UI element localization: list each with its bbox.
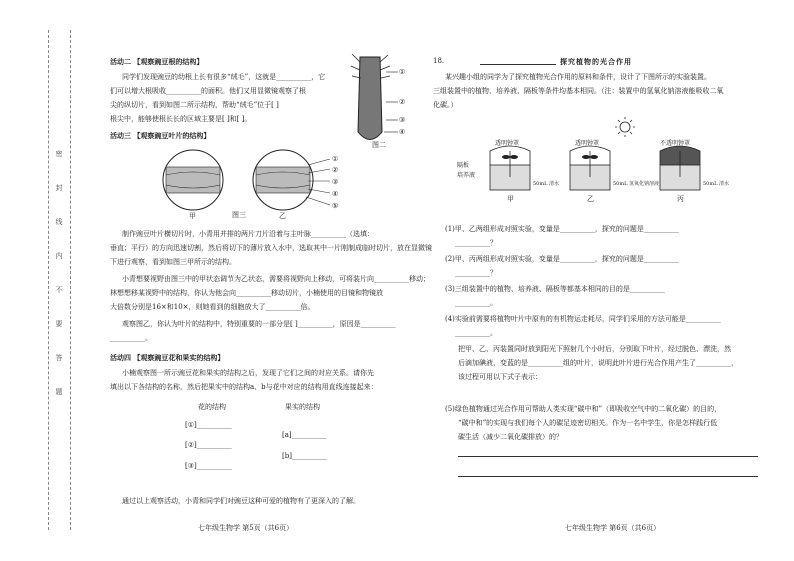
activity4-line-1: 小楠观察图一所示豌豆花和果实的结构之后，发现了它们之间的对应关系。请你先 <box>122 369 374 377</box>
setup-bing-name: 丙 <box>677 195 684 203</box>
binding-side-char: 不 <box>55 286 63 295</box>
fig3-mark-4: ④ <box>332 190 339 198</box>
setup-bing-liquid: 50mL 清水 <box>703 181 730 187</box>
activity2-line-3: 尖的纵切片，看到如图二所示结构，帮助“绒毛”位于[ ] <box>110 101 279 109</box>
question-4-line-1: (4)实验前需要将植物叶片中原有的有机物运走耗尽，同学们采用的方法可能是__________ <box>445 315 721 323</box>
fig3-mark-1: ① <box>332 155 339 163</box>
activity3-line-3: 下进行观察，看到如图三甲所示的结构。 <box>110 258 236 266</box>
question-1-line-1: (1)甲、乙两组形成对照实验，变量是__________，探究的问题是__________ <box>445 225 679 233</box>
setup-side-medium: 培养液 <box>457 172 476 179</box>
fig3-sub-yi: 乙 <box>279 212 286 220</box>
question-3-line-1: (3)三组装置中的植物、培养液、隔板等都基本相同的目的是__________ <box>445 285 665 293</box>
intro-line-1: 某兴趣小组的同学为了探究植物光合作用的原料和条件，设计了下图所示的实验装置。 <box>445 73 711 81</box>
question-5-line-3: 碳生活（减少二氧化碳排放）的？ <box>458 433 563 441</box>
fig3-mark-2: ② <box>332 166 339 174</box>
question-5-line-1: (5)绿色植物通过光合作用可帮助人类实现“碳中和”（即吸收空气中的二氧化碳）的目的， <box>445 405 722 413</box>
setup-jia-cover: 透明钟罩 <box>495 140 520 147</box>
flower-item-3: [③]__________ <box>185 462 232 470</box>
question-4-line-4: 后滴加碘液，变蓝的是__________组的叶片，说明此叶片进行光合作用产生了__________， <box>458 359 738 367</box>
binding-side-char: 答 <box>55 354 63 363</box>
binding-side-char: 密 <box>55 150 63 159</box>
binding-side-char: 题 <box>55 388 63 397</box>
fig2-mark-2: ② <box>399 98 406 106</box>
title-underline <box>480 64 556 65</box>
activity4-title: 活动四 【观察豌豆花和果实的结构】 <box>110 353 225 362</box>
activity3-line-6: 大倍数分别是16×和10×，则她看到的细胞放大了__________倍。 <box>110 303 315 311</box>
fig2-label: 图二 <box>372 141 386 149</box>
flower-item-1: [①]__________ <box>185 421 232 429</box>
setup-bing-cover: 不透明钟罩 <box>660 140 691 147</box>
activity2-title: 活动二 【观察豌豆根的结构】 <box>110 57 204 66</box>
setup-jia-name: 甲 <box>507 195 514 203</box>
activity3-line-2: 垂直；平行）的方向迅速切割，然后将切下的薄片放入水中，选取其中一片刚制成临时切片，放在显微镜 <box>110 244 432 252</box>
activity2-line-1: 同学们发现豌豆的幼根上长有很多“绒毛”，这就是__________，它 <box>122 73 326 81</box>
experiment-setup-figure <box>455 115 745 210</box>
activity4-closing: 通过以上观察活动，小青和同学们对豌豆这种可爱的植物有了更深入的了解。 <box>122 497 360 505</box>
fruit-structure-heading: 果实的结构 <box>285 403 320 411</box>
binding-line <box>48 30 49 530</box>
setup-bing <box>660 146 700 190</box>
fig3-mark-3: ③ <box>332 178 339 186</box>
question-4-line-2: __________。 <box>455 329 497 337</box>
activity2-line-4: 根尖中，能够使根长长的区域主要是[ ]和[ ]。 <box>110 115 252 123</box>
flower-item-2: [②]__________ <box>185 441 232 449</box>
setup-yi-cover: 透明钟罩 <box>575 140 600 147</box>
sun-icon <box>615 117 635 137</box>
question-5-line-2: “碳中和”的实现与我们每个人的碳足迹密切相关。作为一名中学生，你是怎样践行低 <box>458 419 718 427</box>
answer-line-1 <box>458 456 758 457</box>
question-2-line-2: __________？ <box>455 269 497 277</box>
fig3-sub-jia: 甲 <box>189 212 196 220</box>
activity3-title: 活动三 【观察豌豆叶片的结构】 <box>110 131 211 140</box>
intro-line-3: 化碳。） <box>433 101 458 109</box>
activity3-line-1: 制作豌豆叶片横切片时，小青用并排的两片刀片沿着与主叶脉__________（选填： <box>122 230 374 238</box>
page5-footer: 七年级生物学 第5页（共6页） <box>198 524 294 532</box>
fruit-item-b: [b]__________ <box>282 452 327 460</box>
binding-line-inner <box>70 30 71 530</box>
fig3-mark-5: ⑤ <box>332 202 339 210</box>
activity3-line-8: __________。 <box>110 334 152 342</box>
setup-jia-liquid: 50mL 清水 <box>533 181 560 187</box>
setup-yi <box>570 146 610 190</box>
intro-line-2: 三组装置中的植物、培养液、隔板等条件均基本相同。（注：装置中的氢氧化钠溶液能吸收二氧 <box>433 87 724 95</box>
activity3-line-7: 观察图乙，你认为叶片的结构中，特别重要的一部分是[ ]__________，原因是__________ <box>122 320 396 328</box>
binding-side-char: 线 <box>55 218 63 227</box>
activity3-line-5: 林想想移某视野中的结构，你认为他会向__________移动切片，小楠使用的目镜和物镜放 <box>110 289 383 297</box>
setup-side-partition: 隔板 <box>457 162 470 169</box>
activity3-line-4: 小青想要视野由图三中的甲状态调节为乙状态，需要将视野向上移动，可将装片向__________移动； <box>122 275 430 283</box>
fig2-mark-3: ③ <box>399 116 406 124</box>
binding-side-char: 内 <box>55 252 63 261</box>
question-title: 探究植物的光合作用 <box>560 57 632 66</box>
question-2-line-1: (2)甲、丙两组形成对照实验，变量是__________，探究的问题是__________ <box>445 255 679 263</box>
fruit-item-a: [a]__________ <box>282 431 327 439</box>
root-tip-figure <box>350 52 415 147</box>
flower-structure-heading: 花的结构 <box>198 403 226 411</box>
fig2-mark-4: ④ <box>399 128 406 136</box>
question-4-line-3: 把甲、乙、丙装置同时放到阳光下照射几个小时后，分别取下叶片，经过脱色、漂洗，然 <box>458 345 731 353</box>
fig2-mark-1: ① <box>399 68 406 76</box>
question-number: 18. <box>433 57 445 65</box>
setup-jia <box>490 146 530 190</box>
activity4-line-2: 填出以下各结构的名称，然后把果实中的结构a、b与花中对应的结构用直线连接起来： <box>110 383 378 391</box>
question-1-line-2: __________？ <box>455 239 497 247</box>
setup-yi-name: 乙 <box>587 195 594 203</box>
binding-side-char: 封 <box>55 184 63 193</box>
binding-side-char: 要 <box>55 320 63 329</box>
page6-footer: 七年级生物学 第6页（共6页） <box>565 524 661 532</box>
leaf-section-figure <box>158 145 368 220</box>
fig3-label: 图三 <box>232 211 246 219</box>
setup-yi-liquid: 50mL 氢氧化钠溶液 <box>613 181 660 187</box>
question-3-line-2: __________。 <box>455 299 497 307</box>
activity2-line-2: 们可以增大根吸收__________的面积。他们又用显微镜观察了根 <box>110 87 306 95</box>
answer-line-2 <box>458 476 758 477</box>
question-4-line-5: 该过程可用以下式子表示： <box>458 373 542 381</box>
